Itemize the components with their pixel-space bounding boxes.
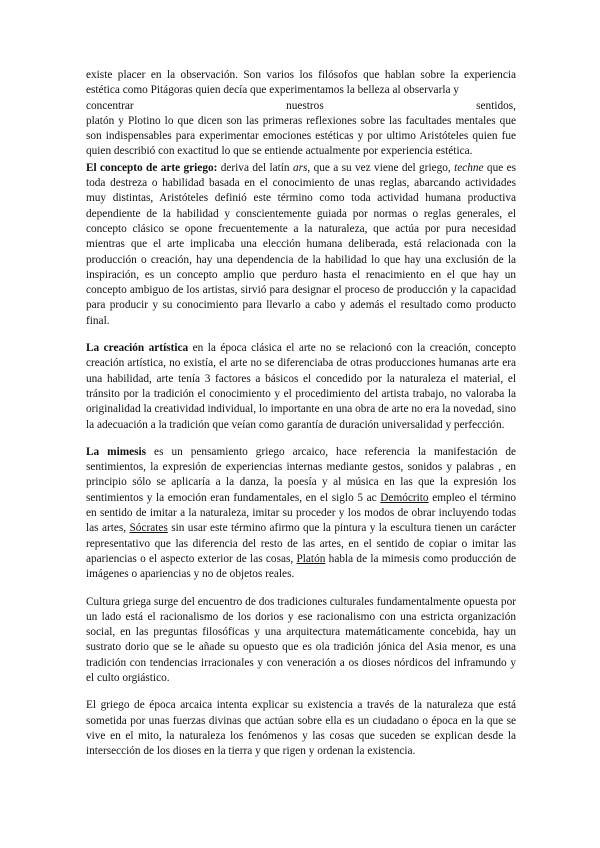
word: concentrar <box>86 99 134 112</box>
paragraph-cultura-griega: Cultura griega surge del encuentro de dos tradiciones culturales fundamentalmente opuesta por un lado está el racionalismo de los dorios y ese racionalismo con una estricta organización social, en las preguntas filosóficas y una arquitectura matemáticamente concebida, hay un sustrato dorio que se le añade su opuesto que es ola tradición jónica del Asia menor, es una tradición con tendencias irracionales y con veneración a os dioses nórdicos del inframundo y el culto orgiástico. <box>86 595 516 684</box>
text-span: , que a su vez viene del griego, <box>307 161 455 174</box>
link-socrates[interactable]: Sócrates <box>129 522 168 535</box>
text-span: es un pensamiento griego arcaico, hace referencia la manifestación de sentimientos, la expresión de experiencias internas mediante gestos, sonidos y palabras , en principio sólo se aplicaría a la danza, la poesía y al música en las que la expresión los sentimientos y la emoción eran fundamentales, en el siglo 5 ac <box>86 445 516 504</box>
paragraph-griego-arcaico: El griego de época arcaica intenta explicar su existencia a través de la naturaleza que está sometida por unas fuerzas divinas que actúan sobre ella es un ciudadano o época en la que se vive en el mito, la naturaleza los fenómenos y las cosas que suceden se explican desde la intersección de los dioses en la tierra y que rigen y ordenan la existencia. <box>86 699 516 758</box>
text-span: deriva del latín <box>217 161 293 174</box>
paragraph-text: platón y Plotino lo que dicen son las primeras reflexiones sobre las facultades mentales que son indispensables para experimentar emociones estéticas y por ultimo Aristóteles quien fue quien describió con exactitud lo que se entiende actualmente por experiencia estética. <box>86 114 516 158</box>
heading-mimesis: La mimesis <box>86 445 147 458</box>
heading-concepto-arte: El concepto de arte griego: <box>86 161 218 174</box>
text-span: que es toda destreza o habilidad basada en el conocimiento de unas reglas, abarcando actividades muy distintas, Aristóteles definió este término como toda actividad humana productiva dependiente de la habilidad y conscientemente guiada por normas o reglas generales, el concepto clásico se opone frecuentemente a la naturaleza, que actúa por pura necesidad mientras que el arte implicaba una elección humana deliberada, está relacionada con la producción o creación, hay una dependencia de la habilidad lo que hay una exclusión de la inspiración, es un concepto amplio que perduro hasta el renacimiento en el que hay un concepto ambiguo de los artistas, sirvió para designar el proceso de producción y la capacidad para producir y su conocimiento para llevarlo a cabo y además el resultado como producto final. <box>86 161 517 327</box>
link-democrito[interactable]: Demócrito <box>380 491 429 504</box>
heading-creacion-artistica: La creación artística <box>86 342 189 355</box>
paragraph-mimesis <box>86 445 516 583</box>
paragraph-experiencia-estetica <box>86 68 516 160</box>
word: sentidos, <box>476 99 516 112</box>
link-platon[interactable]: Platón <box>296 552 326 565</box>
paragraph-text: existe placer en la observación. Son varios los filósofos que hablan sobre la experiencia estética como Pitágoras quien decía que experimentamos la belleza al observarla y <box>86 69 516 97</box>
justified-line <box>86 99 516 114</box>
word: nuestros <box>286 99 324 112</box>
text-span: en la época clásica el arte no se relacionó con la creación, concepto creación artística, no existía, el arte no se diferenciaba de otras producciones humanas arte era una habilidad, arte tenía 3 factores a básicos el concedido por la naturaleza el material, el tránsito por la tradición el conocimiento y el procedimiento del artista trabajo, no valoraba la originalidad la creatividad individual, lo importante en una obra de arte no era la novedad, sino la adecuación a la tradición que veían como garantía de duración universalidad y perfección. <box>86 342 516 431</box>
text-span: empleo el término en sentido de imitar a la naturaleza, imitar su proceder y los modos de obrar incluyendo todas las artes, <box>86 491 516 535</box>
document-page <box>86 68 516 771</box>
paragraph-concepto-arte <box>86 161 516 329</box>
text-span: habla de la mimesis como producción de imágenes o apariencias y no de objetos reales. <box>86 552 516 581</box>
term-ars: ars <box>292 161 308 174</box>
text-span: sin usar este término afirmo que la pintura y la escultura tienen un carácter representativo que las diferencia del resto de las artes, en el sentido de copiar o imitar las apariencias o el aspecto exterior de las cosas, <box>86 522 516 565</box>
term-techne: techne <box>454 161 484 174</box>
paragraph-creacion-artistica <box>86 341 516 433</box>
